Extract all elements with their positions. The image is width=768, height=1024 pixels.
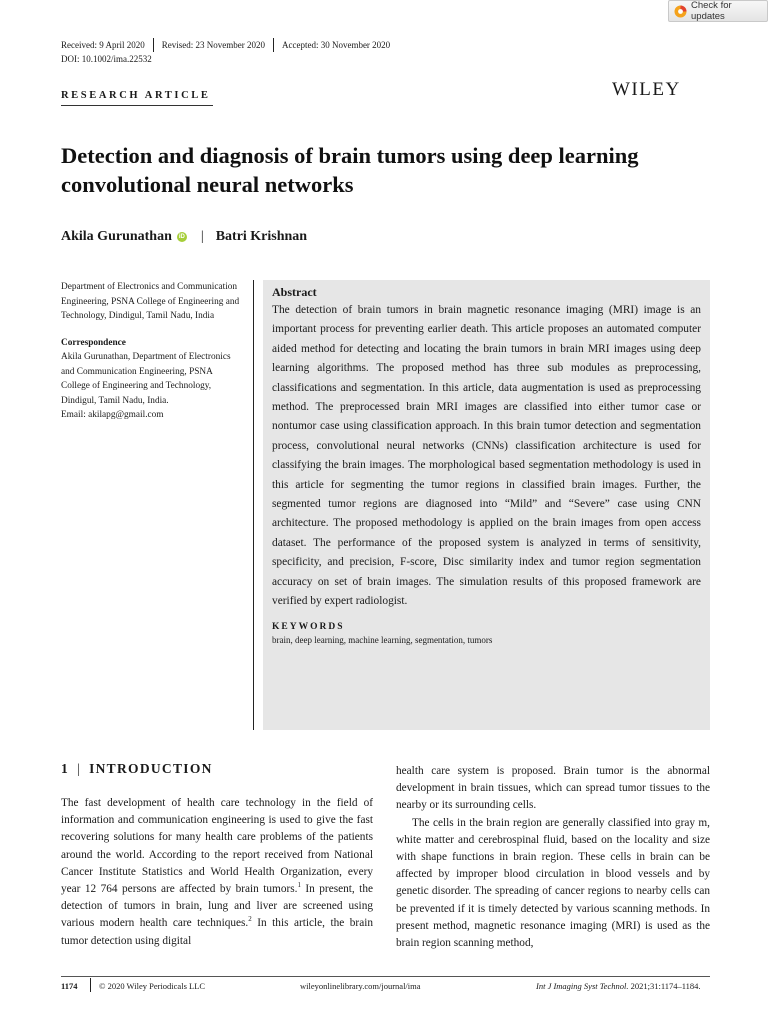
paragraph-continued — [396, 763, 710, 815]
copyright: © 2020 Wiley Periodicals LLC — [99, 981, 206, 991]
check-for-updates-label: Check for updates — [691, 0, 732, 22]
abstract-heading: Abstract — [272, 285, 317, 299]
accepted-date: Accepted: 30 November 2020 — [281, 40, 391, 50]
paragraph: The cells in the brain region are generally classified into gray m, white matter and cerebrospinal fluid, based on the locality and size with shape functions in brain region. These cells in brain can be affected by improper blood circulation in blood vessels and by genetic disorder. The spreading of cancer regions to nearby cells can be prevented if it is timely detected by various scanning methods. In present method, magnetic resonance imaging (MRI) is used as the brain region scanning method, — [396, 816, 710, 950]
author-name[interactable]: Akila Gurunathan — [61, 229, 172, 244]
author-separator: | — [200, 229, 204, 244]
correspondence-text: Akila Gurunathan, Department of Electronics and Communication Engineering, PSNA College of Engineering and Technology, Dindigul, Tamil Nadu, India. — [61, 352, 231, 406]
check-updates-icon — [674, 5, 687, 18]
page-number: 1174 — [61, 981, 78, 991]
affiliation: Department of Electronics and Communication Engineering, PSNA College of Engineering and Technology, Dindigul, Tamil Nadu, India — [61, 282, 240, 321]
article-type-label: RESEARCH ARTICLE — [61, 90, 211, 101]
journal-url[interactable]: wileyonlinelibrary.com/journal/ima — [300, 981, 421, 991]
abstract-text: The detection of brain tumors in brain magnetic resonance imaging (MRI) image is an important process for preventing earlier death. This article proposes an automated computer aided method for detecting and locating the brain tumors in brain MRI images using deep learning algorithms. The proposed method has three sub modules as preprocessing, classifications and segmentation. In this article, data augmentation is used as preprocessing method. The preprocessed brain MRI images are classified into either tumor case or nontumor case using classification approach. In this brain tumor detection and segmentation process, convolutional neural networks (CNNs) classification architecture is used for classifying the brain images. The morphological based segmentation methodology is used in this article for segmenting the tumor regions in classified brain images. Further, the segmented tumor regions are diagnosed into “Mild” and “Severe” case using CNN architecture. The proposed methodology is applied on the brain images from open access dataset. The performance of the proposed system is analyzed in terms of sensitivity, specificity, and precision, F-score, Disc similarity index and tumor region segmentation accuracy on set of brain images. The simulation results of this proposed framework are verified by expert radiologist. — [272, 304, 701, 608]
paragraph-text: The fast development of health care technology in the field of information and communication engineering is used to give the fast recovering solutions for many health care problems of the patients around the world. According to the report received from National Cancer Institute Statistics and World Health Organization, every year 12 764 persons are affected by brain tumors. — [61, 797, 373, 896]
footer-rule — [61, 976, 710, 977]
section-separator: | — [77, 761, 82, 776]
abstract-box — [263, 280, 710, 730]
check-for-updates-button[interactable] — [668, 0, 768, 22]
citation-link[interactable]: 1 — [297, 881, 301, 890]
section-heading — [61, 761, 213, 777]
article-type-underline — [61, 105, 213, 106]
divider — [273, 38, 274, 52]
article-title: Detection and diagnosis of brain tumors using deep learning convolutional neural networks — [61, 143, 639, 197]
body-column-right — [396, 763, 710, 952]
correspondence-heading: Correspondence — [61, 337, 126, 348]
paragraph-text: In present, the detection of tumors in brain, lung and liver are screened using various modern health care techniques. — [61, 883, 373, 930]
divider — [153, 38, 154, 52]
citation-details: 2021;31:1174–1184. — [628, 981, 701, 991]
received-date: Received: 9 April 2020 — [61, 40, 145, 50]
section-number: 1 — [61, 761, 70, 776]
correspondence-email[interactable]: Email: akilapg@gmail.com — [61, 410, 164, 420]
footer-divider — [90, 978, 91, 992]
journal-name: Int J Imaging Syst Technol. — [536, 981, 629, 991]
paragraph — [61, 795, 373, 950]
orcid-icon[interactable]: iD — [178, 234, 185, 240]
abstract-divider — [253, 280, 254, 730]
body-column-left — [61, 795, 373, 950]
author-list — [61, 229, 307, 245]
revised-date: Revised: 23 November 2020 — [161, 40, 265, 50]
keywords-list: brain, deep learning, machine learning, segmentation, tumors — [272, 634, 493, 645]
author-name[interactable]: Batri Krishnan — [215, 229, 308, 244]
journal-citation — [536, 981, 701, 991]
doi[interactable]: DOI: 10.1002/ima.22532 — [61, 54, 152, 64]
section-title: INTRODUCTION — [89, 761, 213, 776]
history-dates — [61, 38, 390, 52]
paragraph-text: In this article, the brain tumor detection using digital — [61, 917, 373, 947]
paragraph-text: health care system is proposed. Brain tumor is the abnormal development in brain tissues, which can spread tumor tissues to the nearby or its surrounding cells. — [396, 765, 710, 812]
affiliation-column — [61, 280, 243, 423]
publisher-logo: WILEY — [612, 79, 681, 100]
keywords-heading: KEYWORDS — [272, 621, 345, 632]
citation-link[interactable]: 2 — [248, 915, 252, 924]
